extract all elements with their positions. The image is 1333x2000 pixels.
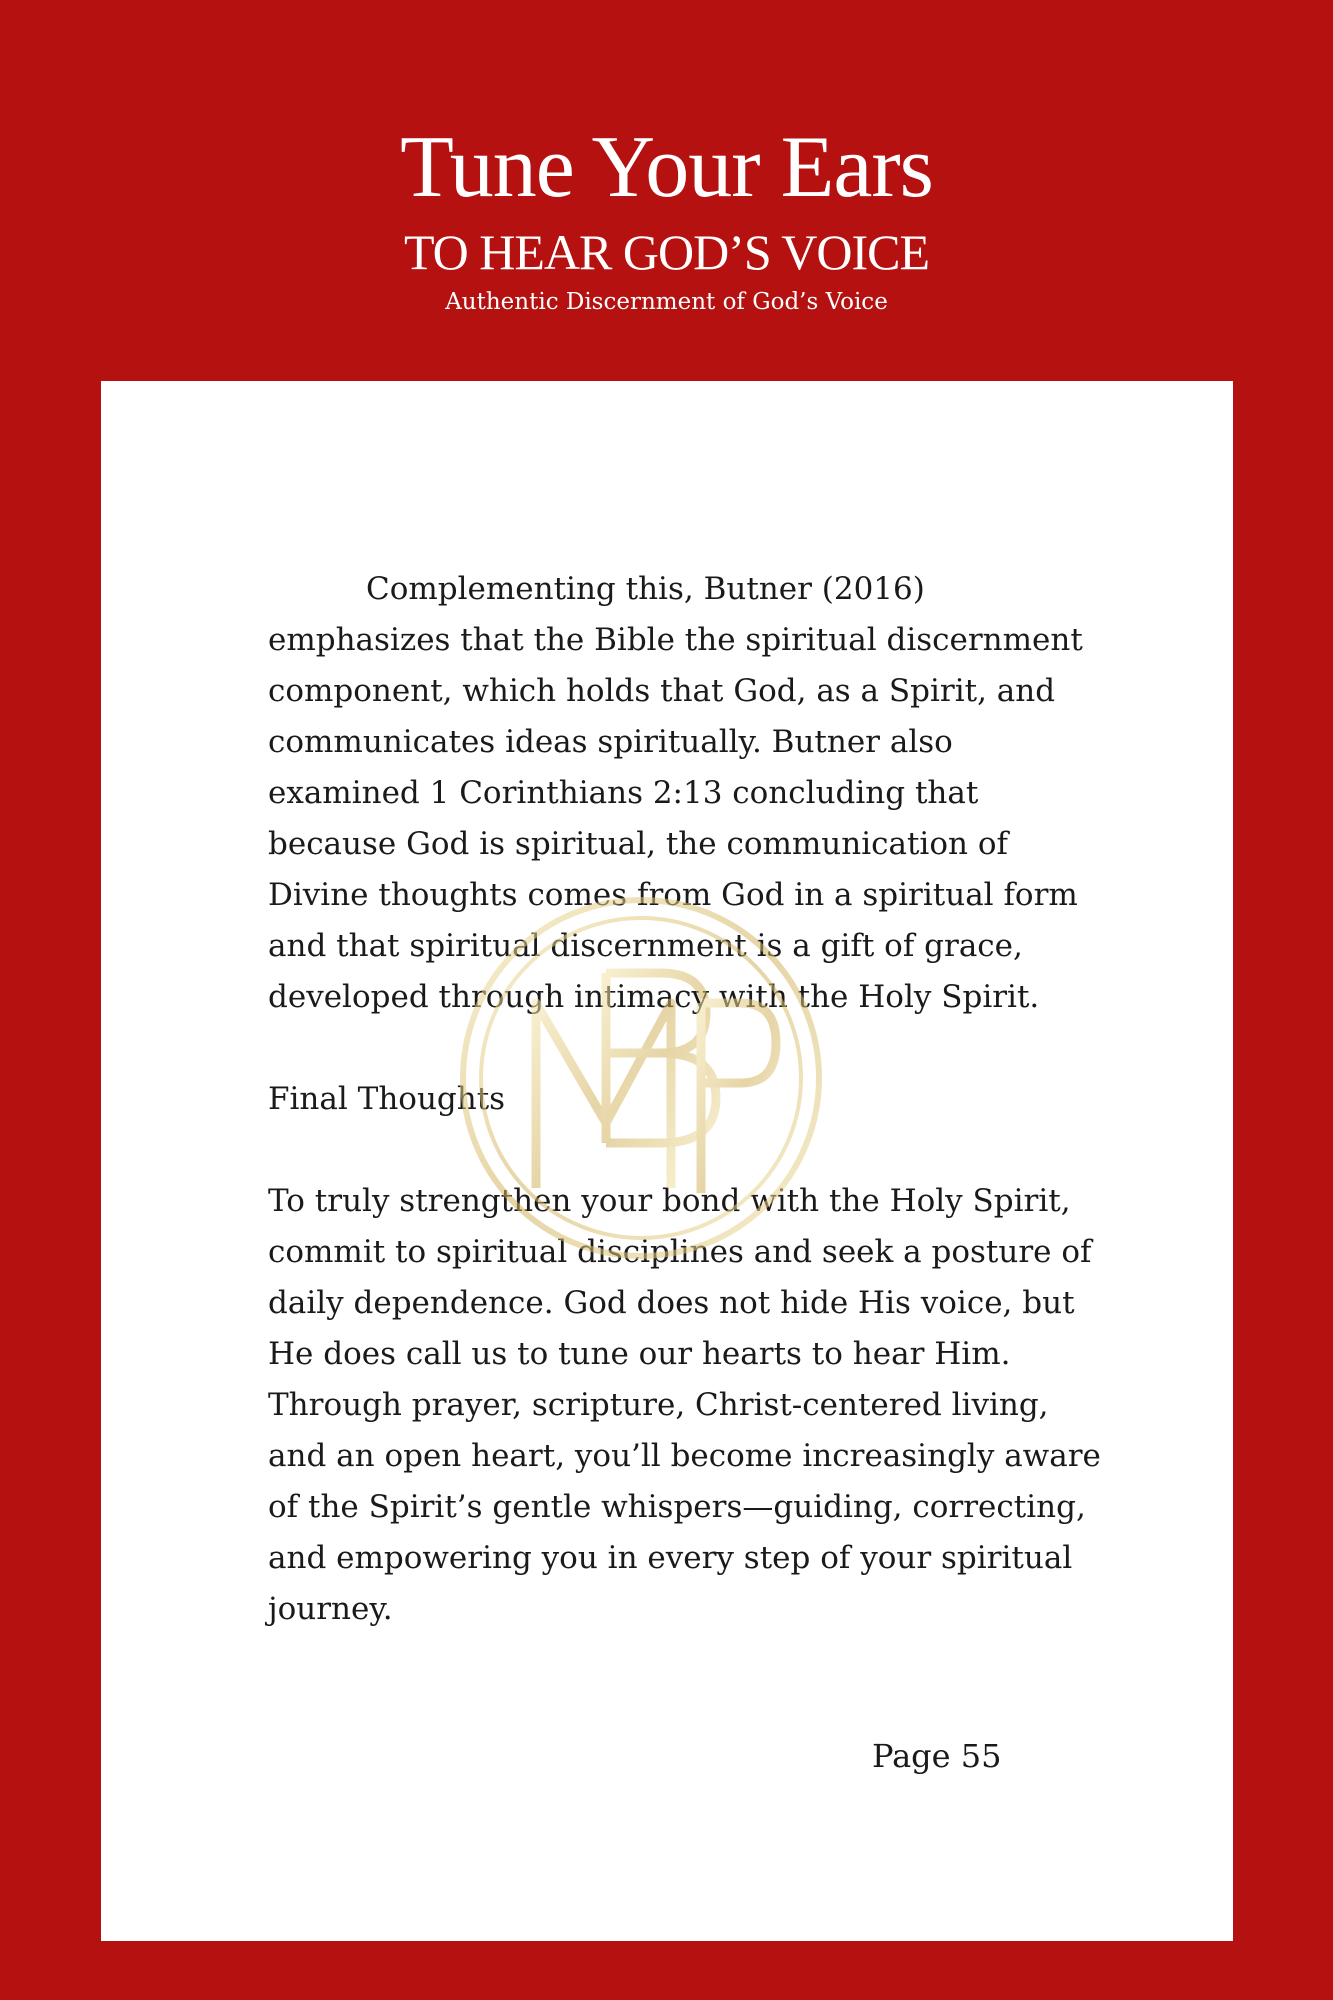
page-number: Page 55 bbox=[872, 1737, 1002, 1775]
paragraph-gap bbox=[268, 1023, 1108, 1074]
page-content bbox=[268, 564, 1108, 1635]
book-title: Tune Your Ears bbox=[400, 119, 933, 216]
header bbox=[0, 0, 1333, 380]
section-heading: Final Thoughts bbox=[268, 1081, 506, 1117]
body-paragraph-1: Complementing this, Butner (2016) emphasizes that the Bible the spiritual discernment component, which holds that God, as a Spirit, and communicates ideas spiritually. Butner also examined 1 Corinthians 2:13 concluding that because God is spiritual, the communication of Divine thoughts comes from God in a spiritual form and that spiritual discernment is a gift of grace, developed through intimacy with the Holy Spirit. bbox=[268, 571, 1083, 1015]
paragraph-gap bbox=[268, 1125, 1108, 1176]
page-panel bbox=[101, 381, 1233, 1941]
body-paragraph-2: To truly strengthen your bond with the Holy Spirit, commit to spiritual disciplines and seek a posture of daily dependence. God does not hide His voice, but He does call us to tune our hearts to hear Him. Through prayer, scripture, Christ-centered living, and an open heart, you’ll become increasingly aware of the Spirit’s gentle whispers—guiding, correcting, and empowering you in every step of your spiritual journey. bbox=[268, 1183, 1101, 1627]
book-subtitle: TO HEAR GOD’S VOICE bbox=[404, 224, 929, 280]
book-tagline: Authentic Discernment of God’s Voice bbox=[445, 289, 888, 315]
